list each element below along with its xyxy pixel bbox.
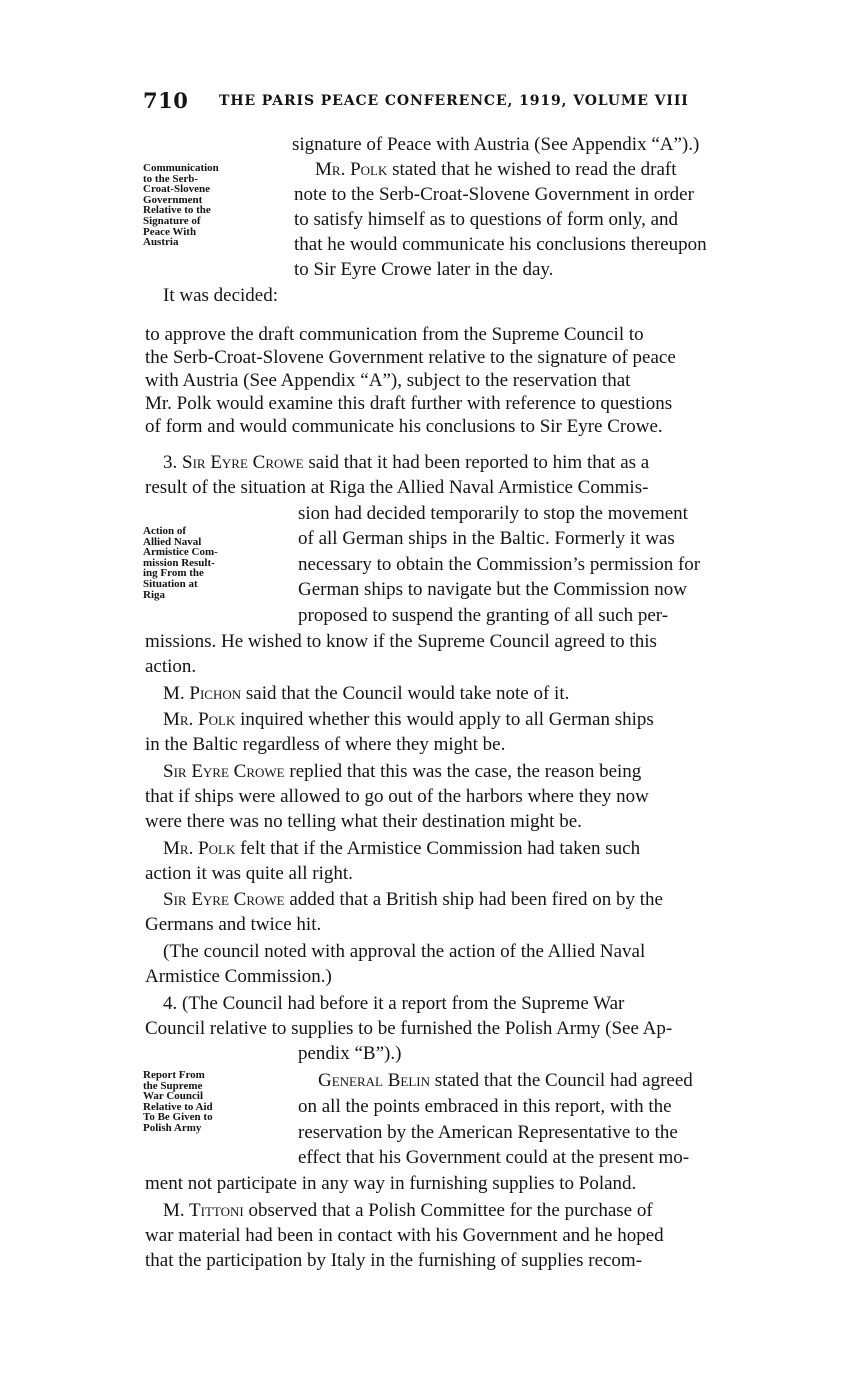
- margin-note-line: Polish Army: [143, 1121, 202, 1134]
- resolution-line: with Austria (See Appendix “A”), subject to the reservation that: [145, 370, 631, 391]
- speaker-name: Mr. Polk: [163, 838, 236, 859]
- body-text: stated that he wished to read the draft: [387, 159, 677, 180]
- page-number: 710: [143, 88, 189, 113]
- running-title: THE PARIS PEACE CONFERENCE, 1919, VOLUME VIII: [219, 93, 689, 109]
- body-line: [163, 1199, 813, 1223]
- body-line: signature of Peace with Austria (See Appendix “A”).): [292, 134, 700, 155]
- body-line: that he would communicate his conclusions thereupon: [294, 234, 707, 255]
- margin-note-line: Report From: [143, 1069, 205, 1081]
- speaker-name: Sir Eyre Crowe: [163, 761, 285, 782]
- body-line: result of the situation at Riga the Allied Naval Armistice Commis-: [145, 477, 649, 498]
- body-text: observed that a Polish Committee for the purchase of: [243, 1200, 653, 1221]
- body-text: stated that the Council had agreed: [430, 1070, 693, 1091]
- body-line: note to the Serb-Croat-Slovene Government in order: [294, 184, 694, 205]
- body-line: [163, 451, 813, 475]
- body-line: necessary to obtain the Commission’s permission for: [298, 554, 701, 575]
- margin-note-line: Situation at: [143, 577, 198, 590]
- resolution-line: to approve the draft communication from the Supreme Council to: [145, 324, 644, 345]
- margin-note-line: Relative to the: [143, 204, 211, 217]
- margin-note-line: Croat-Slovene: [143, 183, 211, 196]
- body-line: reservation by the American Representative to the: [298, 1122, 678, 1143]
- speaker-name: Sir Eyre Crowe: [182, 452, 304, 473]
- margin-note-line: Communication: [143, 162, 219, 174]
- body-text: felt that if the Armistice Commission had taken such: [235, 838, 641, 859]
- body-text: replied that this was the case, the reason being: [284, 761, 642, 782]
- resolution-line: the Serb-Croat-Slovene Government relative to the signature of peace: [145, 347, 676, 368]
- body-line: [163, 837, 813, 861]
- resolution-line: of form and would communicate his conclusions to Sir Eyre Crowe.: [145, 416, 663, 437]
- body-line: that the participation by Italy in the furnishing of supplies recom-: [145, 1250, 643, 1271]
- margin-note-polish-army: [143, 1070, 263, 1134]
- body-line: German ships to navigate but the Commission now: [298, 579, 687, 600]
- margin-note-line: to the Serb-: [143, 172, 198, 185]
- body-line: proposed to suspend the granting of all such per-: [298, 605, 669, 626]
- body-line: war material had been in contact with his Government and he hoped: [145, 1225, 664, 1246]
- body-line: action.: [145, 656, 197, 677]
- margin-note-line: War Council: [143, 1090, 204, 1103]
- body-line: [163, 760, 813, 784]
- margin-note-line: Austria: [143, 236, 179, 249]
- body-line: Armistice Commission.): [145, 966, 332, 987]
- margin-note-line: ing From the: [143, 567, 204, 580]
- speaker-name: M. Pichon: [163, 683, 242, 704]
- body-line: to Sir Eyre Crowe later in the day.: [294, 259, 554, 280]
- body-line: [318, 1069, 813, 1093]
- body-line: Council relative to supplies to be furnished the Polish Army (See Ap-: [145, 1018, 673, 1039]
- body-line: [163, 708, 813, 732]
- margin-note-line: Peace With: [143, 225, 197, 238]
- body-line: missions. He wished to know if the Supreme Council agreed to this: [145, 631, 657, 652]
- body-line: It was decided:: [163, 285, 279, 306]
- body-line: [315, 158, 812, 182]
- margin-note-line: To Be Given to: [143, 1111, 213, 1124]
- body-line: to satisfy himself as to questions of form only, and: [294, 209, 678, 230]
- body-line: action it was quite all right.: [145, 863, 353, 884]
- body-line: (The council noted with approval the action of the Allied Naval: [163, 941, 646, 962]
- body-line: on all the points embraced in this report, with the: [298, 1096, 672, 1117]
- body-line: that if ships were allowed to go out of the harbors where they now: [145, 786, 649, 807]
- margin-note-line: Relative to Aid: [143, 1100, 213, 1113]
- margin-note-line: Government: [143, 193, 203, 206]
- body-line: [163, 888, 813, 912]
- body-line: 4. (The Council had before it a report from the Supreme War: [163, 993, 625, 1014]
- body-line: pendix “B”).): [298, 1043, 402, 1064]
- margin-note-line: Armistice Com-: [143, 546, 218, 559]
- margin-note-line: mission Result-: [143, 556, 215, 569]
- speaker-name: Mr. Polk: [315, 159, 388, 180]
- margin-note-line: Allied Naval: [143, 535, 202, 548]
- margin-note-line: Action of: [143, 525, 187, 537]
- speaker-name: M. Tittoni: [163, 1200, 244, 1221]
- body-line: of all German ships in the Baltic. Formerly it was: [298, 528, 675, 549]
- resolution-line: Mr. Polk would examine this draft further with reference to questions: [145, 393, 673, 414]
- item-number: 3.: [163, 452, 182, 473]
- margin-note-riga: [143, 526, 263, 600]
- body-text: said that the Council would take note of it.: [241, 683, 570, 704]
- page-header: [143, 88, 823, 116]
- body-text: said that it had been reported to him that as a: [303, 452, 650, 473]
- body-line: ment not participate in any way in furnishing supplies to Poland.: [145, 1173, 637, 1194]
- speaker-name: General Belin: [318, 1070, 431, 1091]
- margin-note-line: Signature of: [143, 214, 201, 227]
- body-text: inquired whether this would apply to all German ships: [235, 709, 654, 730]
- body-line: in the Baltic regardless of where they might be.: [145, 734, 506, 755]
- margin-note-line: the Supreme: [143, 1079, 203, 1092]
- speaker-name: Sir Eyre Crowe: [163, 889, 285, 910]
- speaker-name: Mr. Polk: [163, 709, 236, 730]
- body-line: [163, 682, 813, 706]
- margin-note-line: Riga: [143, 588, 165, 601]
- body-text: added that a British ship had been fired on by the: [284, 889, 663, 910]
- body-line: sion had decided temporarily to stop the movement: [298, 503, 688, 524]
- body-line: were there was no telling what their destination might be.: [145, 811, 582, 832]
- body-line: effect that his Government could at the present mo-: [298, 1147, 690, 1168]
- body-line: Germans and twice hit.: [145, 914, 322, 935]
- margin-note-serb-croat-slovene: [143, 163, 263, 248]
